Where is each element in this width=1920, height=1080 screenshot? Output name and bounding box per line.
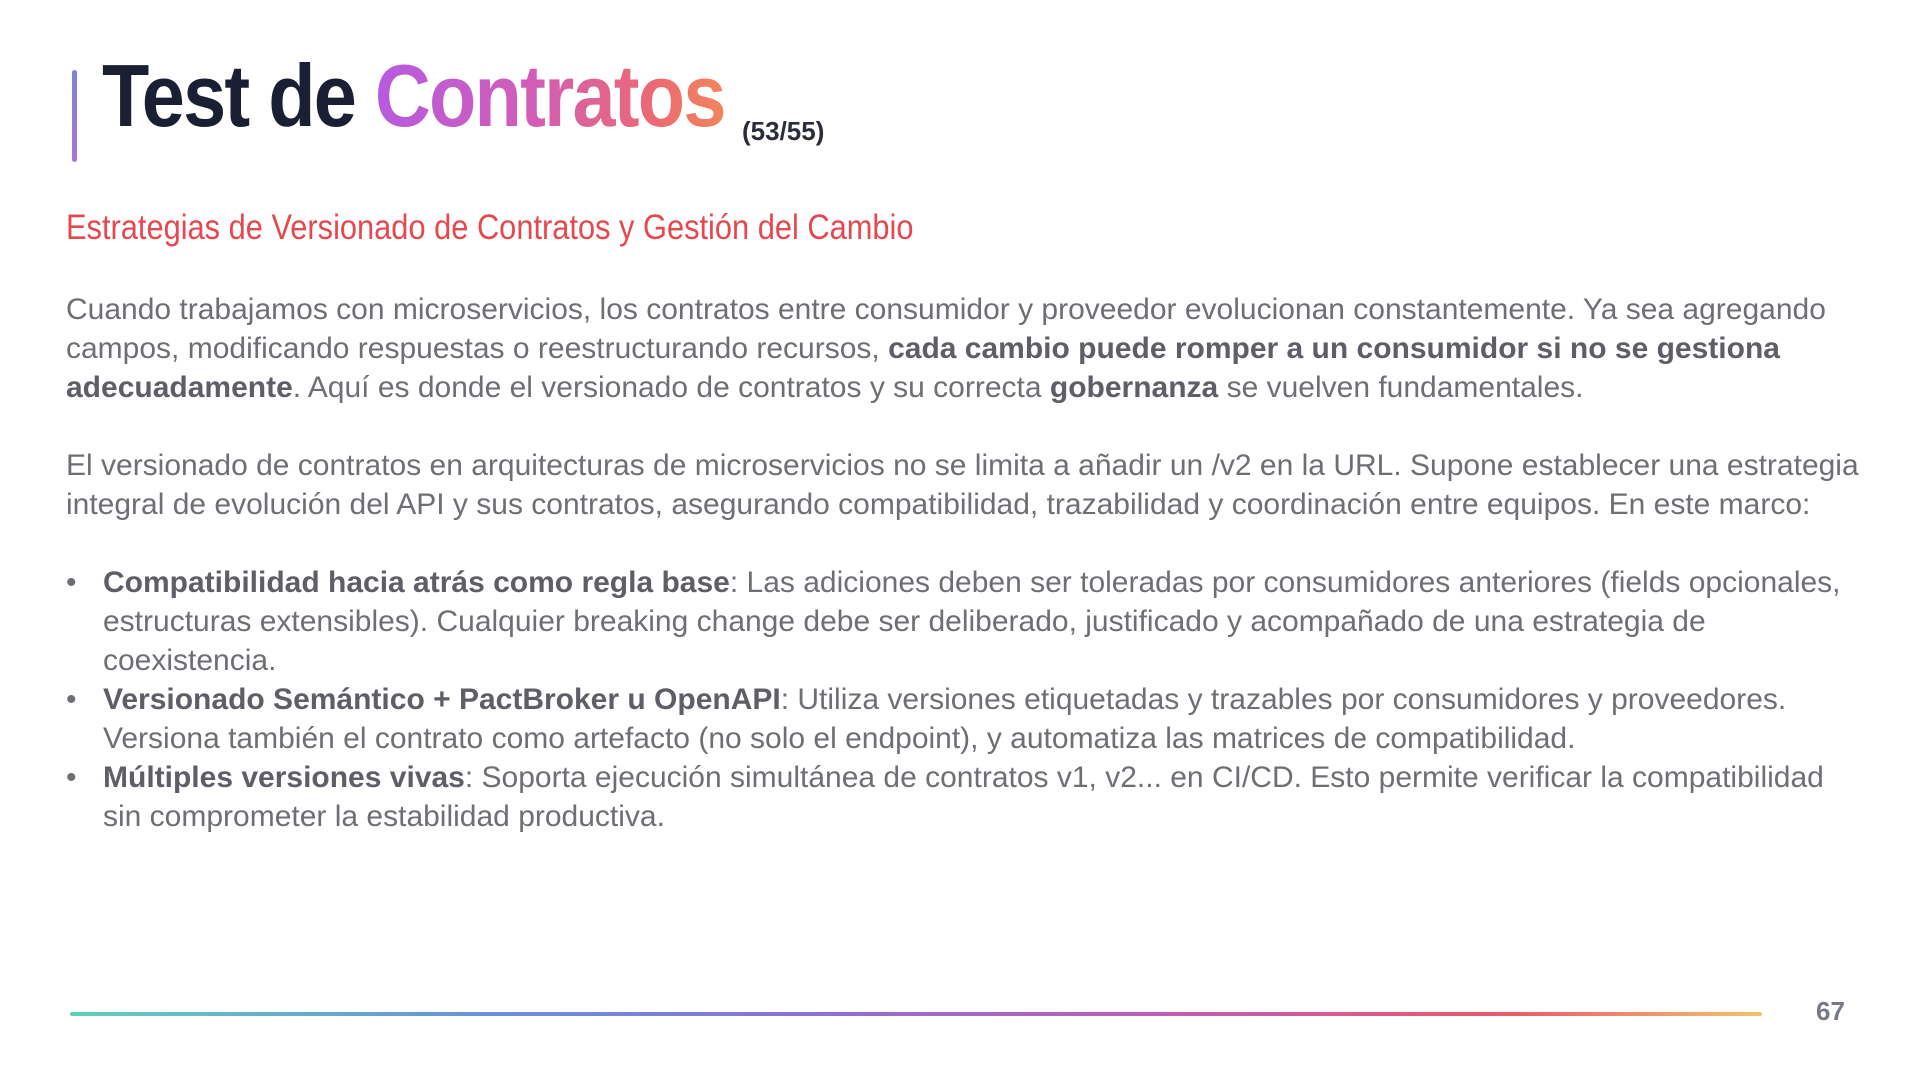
list-item-text: : Las adiciones deben ser toleradas por consumidores anteriores (fields opcionales, estructuras extensibles). Cualquier breaking change debe ser deliberado, justificado y acompañado de una estrategia de coexistencia. <box>103 566 1841 677</box>
paragraph-intro-text-2: . Aquí es donde el versionado de contratos y su correcta <box>292 371 1050 404</box>
bullet-icon: • <box>66 683 77 716</box>
paragraph-intro-text-3: se vuelven fundamentales. <box>1218 371 1584 404</box>
paragraph-intro <box>66 290 1866 407</box>
slide-title <box>102 46 825 146</box>
title-accent-bar <box>72 70 77 162</box>
slide-content <box>66 290 1866 836</box>
list-item-text: : Utiliza versiones etiquetadas y trazables por consumidores y proveedores. Versiona también el contrato como artefacto (no solo el endpoint), y automatiza las matrices de compatibilidad. <box>103 683 1787 755</box>
slide-subtitle: Estrategias de Versionado de Contratos y Gestión del Cambio <box>66 208 914 247</box>
list-item-text: : Soporta ejecución simultánea de contratos v1, v2... en CI/CD. Esto permite verificar la compatibilidad sin comprometer la estabilidad productiva. <box>103 761 1824 833</box>
slide-progress: (53/55) <box>742 116 825 146</box>
list-item-title: Versionado Semántico + PactBroker u OpenAPI <box>103 683 781 716</box>
page-number: 67 <box>1816 996 1845 1026</box>
list-item-title: Compatibilidad hacia atrás como regla base <box>103 566 730 599</box>
bullet-icon: • <box>66 761 77 794</box>
footer-gradient-divider <box>70 1012 1762 1016</box>
paragraph-intro-bold-2: gobernanza <box>1049 371 1219 404</box>
list-item <box>66 758 1866 836</box>
paragraph-versioning: El versionado de contratos en arquitecturas de microservicios no se limita a añadir un /v2 en la URL. Supone establecer una estrategia integral de evolución del API y sus contratos, asegurando compatibilidad, trazabilidad y coordinación entre equipos. En este marco: <box>66 449 1859 521</box>
list-item-title: Múltiples versiones vivas <box>103 761 465 794</box>
title-text <box>102 46 725 145</box>
bullet-icon: • <box>66 566 77 599</box>
list-item <box>66 680 1866 758</box>
title-main: Test de <box>102 46 375 145</box>
paragraph-intro-bold-1: cada cambio puede romper a un consumidor si no se gestiona adecuadamente <box>66 332 1780 404</box>
title-accent-word: Contratos <box>374 46 725 145</box>
bullet-list <box>66 563 1866 836</box>
paragraph-intro-text-1: Cuando trabajamos con microservicios, los contratos entre consumidor y proveedor evolucionan constantemente. Ya sea agregando campos, modificando respuestas o reestructurando recursos, <box>66 293 1826 365</box>
list-item <box>66 563 1866 680</box>
